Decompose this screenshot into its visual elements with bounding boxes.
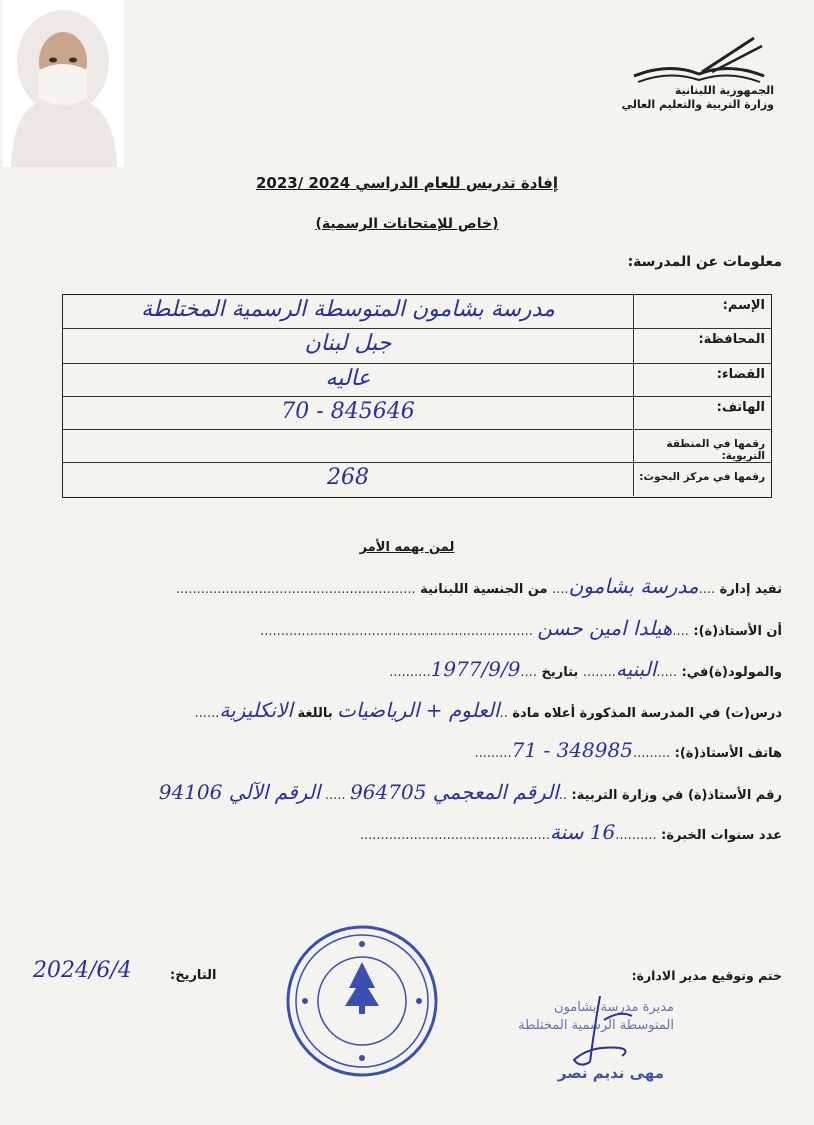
principal-stamp-line2: المتوسطة الرسمية المختلطة <box>518 1018 674 1033</box>
born-date: 1977/9/9 <box>430 657 521 681</box>
row-label: رقمها في المنطقة التربوية: <box>633 430 771 462</box>
teacher-phone-label: هاتف الأستاذ(ة): <box>674 746 782 761</box>
teacher-label: أن الأستاذ(ة): <box>693 624 782 639</box>
row-label: القضاء: <box>633 364 771 396</box>
taught-line: درس(ت) في المدرسة المذكورة أعلاه مادة ..العلوم + الرياضيات باللغة الانكليزية...... <box>194 698 782 722</box>
principal-name: مهى نديم نصر <box>557 1064 664 1082</box>
nationality-text: من الجنسية اللبنانية <box>420 582 548 597</box>
admin-prefix: تفيد إدارة <box>719 582 782 597</box>
row-value: عاليه <box>325 366 371 391</box>
birth-line: والمولود(ة)في: .....البنيه........ بتاريخ ....1977/9/9.......... <box>389 657 782 681</box>
principal-stamp-line1: مديرة مدرسة بشامون <box>554 1000 674 1015</box>
born-place: البنيه <box>615 657 657 681</box>
born-date-label: بتاريخ <box>541 665 579 680</box>
ministry-number-value: الرقم المعجمي 964705 <box>350 780 559 804</box>
teacher-value: هيلدا امين حسن <box>537 616 673 640</box>
experience-value: 16 سنة <box>549 820 616 844</box>
language-label: باللغة <box>297 706 333 721</box>
admin-value: مدرسة بشامون <box>568 574 699 598</box>
language-value: الانكليزية <box>219 698 293 722</box>
document-title: إفادة تدريس للعام الدراسي 2024 /2023 <box>256 174 558 192</box>
ministry-name-line2: وزارة التربية والتعليم العالي <box>621 98 774 111</box>
to-whom-heading: لمن يهمه الأمر <box>359 540 455 555</box>
teacher-phone-value: 71 - 348985 <box>511 738 633 762</box>
signature-label: ختم وتوقيع مدير الادارة: <box>631 968 782 983</box>
row-value <box>63 430 633 462</box>
table-row-research-number <box>63 463 771 496</box>
table-row-governorate <box>63 329 771 364</box>
date-label: التاريخ: <box>170 968 217 983</box>
principal-signature <box>560 990 650 1070</box>
date-value: 2024/6/4 <box>33 958 132 983</box>
experience-line: عدد سنوات الخبرة: ..........16 سنة.............................................. <box>359 820 782 844</box>
table-row-name <box>63 295 771 329</box>
ministry-number-label: رقم الأستاذ(ة) في وزارة التربية: <box>571 788 782 803</box>
teacher-line: أن الأستاذ(ة): ....هيلدا امين حسن .................................................................. <box>260 616 782 640</box>
school-info-heading: معلومات عن المدرسة: <box>627 254 782 270</box>
row-label: الإسم: <box>633 295 771 328</box>
admin-line: تفيد إدارة ....مدرسة بشامون.... من الجنسية اللبنانية .......................................................... <box>175 574 782 598</box>
ministry-number-line: رقم الأستاذ(ة) في وزارة التربية: ..الرقم المعجمي 964705 ..... الرقم الآلي 94106 <box>158 780 782 804</box>
row-label: الهاتف: <box>633 397 771 429</box>
row-value: مدرسة بشامون المتوسطة الرسمية المختلطة <box>141 297 555 322</box>
ministry-name-line1: الجمهورية اللبنانية <box>674 84 774 97</box>
born-label: والمولود(ة)في: <box>681 665 782 680</box>
taught-label: درس(ت) في المدرسة المذكورة أعلاه مادة <box>512 706 782 721</box>
serial-number-value: الرقم الآلي 94106 <box>158 780 321 804</box>
table-row-phone <box>63 397 771 430</box>
official-stamp <box>283 922 441 1080</box>
row-value: 70 - 845646 <box>281 399 415 424</box>
teacher-phone-line: هاتف الأستاذ(ة): .........71 - 348985......... <box>474 738 782 762</box>
school-info-table <box>62 294 772 498</box>
experience-label: عدد سنوات الخبرة: <box>661 828 782 843</box>
id-photo <box>3 0 124 167</box>
table-row-district <box>63 364 771 397</box>
row-value: 268 <box>327 465 369 490</box>
row-label: رقمها في مركز البحوث: <box>633 463 771 496</box>
row-label: المحافظة: <box>633 329 771 363</box>
taught-subject: العلوم + الرياضيات <box>337 698 500 722</box>
row-value: جبل لبنان <box>304 331 392 356</box>
document-subtitle: (خاص للإمتحانات الرسمية) <box>315 216 499 232</box>
table-row-region-number <box>63 430 771 463</box>
